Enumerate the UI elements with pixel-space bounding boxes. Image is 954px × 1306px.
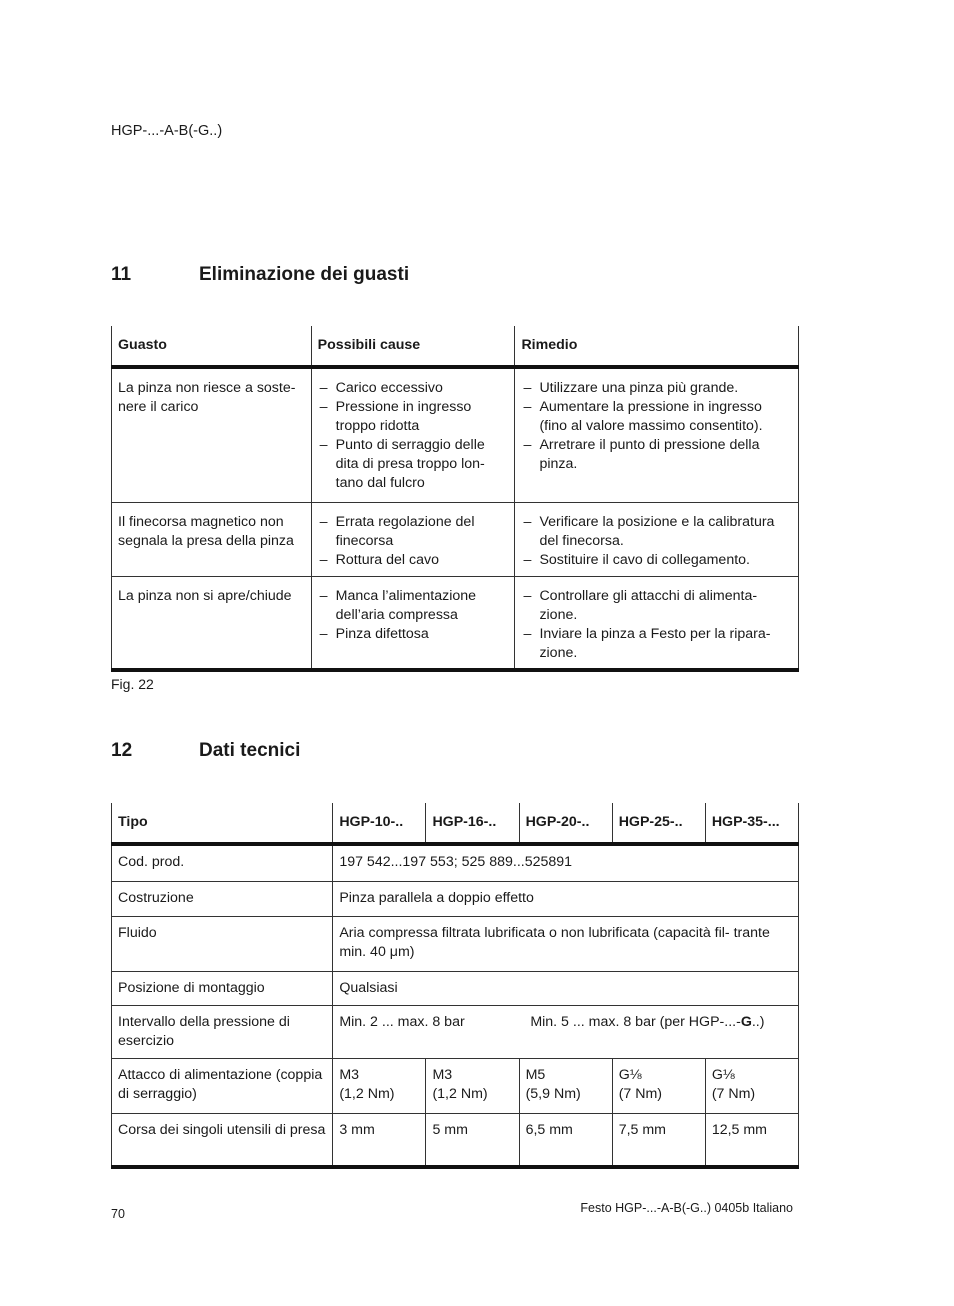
port-thread: M3 [339, 1066, 360, 1083]
remedy-item: – Utilizzare una pinza più grande. [521, 379, 792, 398]
table-row [112, 502, 799, 576]
port-torque: (5,9 Nm) [525, 1085, 581, 1102]
remedy-item: – Verificare la posizione e la calibratura del finecorsa. [521, 513, 792, 551]
table-row [112, 881, 799, 916]
causes-cell [311, 502, 515, 576]
table-header-row [112, 326, 799, 367]
cause-item: – Rottura del cavo [318, 551, 509, 570]
remedy-item: – Aumentare la pressione in ingresso (fino al valore massimo consentito). [521, 398, 792, 436]
column-header-fault: Guasto [112, 326, 312, 367]
section-number: 12 [111, 740, 133, 761]
technical-data-table [111, 803, 799, 1169]
port-thread: G⅛ [711, 1066, 735, 1083]
stroke-cell: 5 mm [426, 1113, 519, 1167]
table-row [112, 1058, 799, 1113]
column-header-model: HGP-20-.. [519, 803, 612, 844]
pressure-range-g-text: Min. 5 ... max. 8 bar (per HGP-...- [530, 1013, 741, 1030]
column-header-causes: Possibili cause [311, 326, 515, 367]
section-title: Eliminazione dei guasti [199, 264, 410, 285]
table-row [112, 844, 799, 881]
fault-cell: La pinza non riesce a soste- nere il carico [112, 367, 312, 502]
port-torque: (7 Nm) [711, 1085, 756, 1102]
section-12-heading [111, 740, 300, 762]
remedy-cell [515, 502, 799, 576]
column-header-model: HGP-25-.. [612, 803, 705, 844]
cause-item: – Carico eccessivo [318, 379, 509, 398]
column-header-model: HGP-35-... [705, 803, 798, 844]
column-header-type: Tipo [112, 803, 333, 844]
remedy-item: – Inviare la pinza a Festo per la ripara- zione. [521, 625, 792, 663]
table-row [112, 367, 799, 502]
row-label: Intervallo della pressione di esercizio [112, 1005, 333, 1058]
port-thread: G⅛ [618, 1066, 642, 1083]
port-cell [705, 1058, 798, 1113]
row-value: Pinza parallela a doppio effetto [333, 881, 799, 916]
row-label: Costruzione [112, 881, 333, 916]
stroke-cell: 3 mm [333, 1113, 426, 1167]
port-cell [519, 1058, 612, 1113]
cause-item: – Pressione in ingresso troppo ridotta [318, 398, 509, 436]
port-cell [426, 1058, 519, 1113]
port-thread: M5 [525, 1066, 546, 1083]
table-row [112, 1005, 799, 1058]
pressure-range-g-variant [530, 1014, 764, 1030]
page-number: 70 [111, 1207, 125, 1221]
section-number: 11 [111, 264, 132, 285]
troubleshooting-table [111, 326, 799, 672]
port-cell [612, 1058, 705, 1113]
remedy-item: – Sostituire il cavo di collegamento. [521, 551, 792, 570]
port-thread: M3 [432, 1066, 453, 1083]
fault-cell: La pinza non si apre/chiude [112, 576, 312, 670]
column-header-model: HGP-16-.. [426, 803, 519, 844]
section-11-heading [111, 264, 409, 286]
figure-caption: Fig. 22 [111, 676, 154, 692]
row-label: Fluido [112, 916, 333, 971]
row-value: Qualsiasi [333, 971, 799, 1005]
causes-cell [311, 576, 515, 670]
table-row [112, 1113, 799, 1167]
pressure-range-g-suffix: ..) [751, 1013, 765, 1030]
row-label: Cod. prod. [112, 844, 333, 881]
stroke-cell: 7,5 mm [612, 1113, 705, 1167]
table-row [112, 916, 799, 971]
row-label: Corsa dei singoli utensili di presa [112, 1113, 333, 1167]
pressure-range-standard: Min. 2 ... max. 8 bar [339, 1013, 465, 1030]
row-label: Attacco di alimentazione (coppia di serraggio) [112, 1058, 333, 1113]
pressure-range-g-bold: G [740, 1013, 752, 1030]
pressure-range-cell [333, 1005, 799, 1058]
table-row [112, 971, 799, 1005]
row-label: Posizione di montaggio [112, 971, 333, 1005]
stroke-cell: 6,5 mm [519, 1113, 612, 1167]
remedy-item: – Arretrare il punto di pressione della pinza. [521, 436, 792, 474]
remedy-cell [515, 576, 799, 670]
stroke-cell: 12,5 mm [705, 1113, 798, 1167]
cause-item: – Manca l’alimentazione dell’aria compressa [318, 587, 509, 625]
cause-item: – Pinza difettosa [318, 625, 509, 644]
port-torque: (1,2 Nm) [432, 1085, 488, 1102]
remedy-cell [515, 367, 799, 502]
footer-text: Festo HGP-...-A-B(-G..) 0405b Italiano [580, 1201, 793, 1215]
port-torque: (1,2 Nm) [339, 1085, 395, 1102]
section-title: Dati tecnici [199, 740, 301, 761]
running-head: HGP-...-A-B(-G..) [111, 123, 223, 139]
cause-item: – Punto di serraggio delle dita di presa troppo lon- tano dal fulcro [318, 436, 509, 493]
table-header-row [112, 803, 799, 844]
column-header-remedy: Rimedio [515, 326, 799, 367]
port-cell [333, 1058, 426, 1113]
causes-cell [311, 367, 515, 502]
column-header-model: HGP-10-.. [333, 803, 426, 844]
remedy-item: – Controllare gli attacchi di alimenta- zione. [521, 587, 792, 625]
fault-cell: Il finecorsa magnetico non segnala la presa della pinza [112, 502, 312, 576]
port-torque: (7 Nm) [618, 1085, 663, 1102]
cause-item: – Errata regolazione del finecorsa [318, 513, 509, 551]
row-value: Aria compressa filtrata lubrificata o non lubrificata (capacità fil- trante min. 40 μm) [333, 916, 799, 971]
row-value: 197 542...197 553; 525 889...525891 [333, 844, 799, 881]
table-row [112, 576, 799, 670]
